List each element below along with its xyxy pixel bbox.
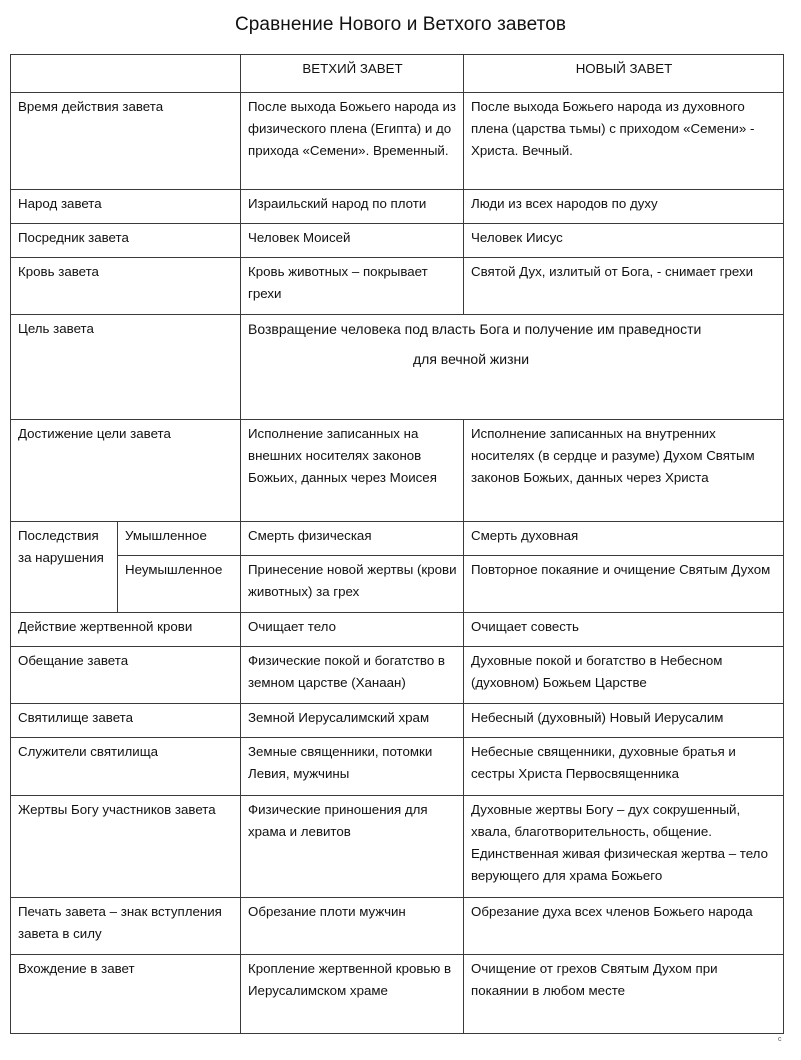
row-label: Посредник завета (11, 224, 241, 258)
table-row (11, 898, 784, 955)
table-row (11, 704, 784, 738)
row-label: Народ завета (11, 190, 241, 224)
row-label: Вхождение в завет (11, 955, 241, 1034)
new-cell: Духовные покой и богатство в Небесном (духовном) Божьем Царстве (464, 647, 784, 704)
old-cell: Физические покой и богатство в земном царстве (Ханаан) (241, 647, 464, 704)
header-new-testament: НОВЫЙ ЗАВЕТ (464, 55, 784, 93)
row-label: Последствия за нарушения (11, 522, 118, 613)
row-label: Кровь завета (11, 258, 241, 315)
goal-merged-cell (241, 315, 784, 420)
new-cell: Очищение от грехов Святым Духом при покаянии в любом месте (464, 955, 784, 1034)
new-cell: Люди из всех народов по духу (464, 190, 784, 224)
row-label: Печать завета – знак вступления завета в силу (11, 898, 241, 955)
table-row (11, 93, 784, 190)
old-cell: Обрезание плоти мужчин (241, 898, 464, 955)
old-cell: Смерть физическая (241, 522, 464, 556)
table-row (11, 738, 784, 796)
table-row (11, 522, 784, 556)
table-row (11, 556, 784, 613)
header-row (11, 55, 784, 93)
new-cell: Очищает совесть (464, 613, 784, 647)
old-cell: Израильский народ по плоти (241, 190, 464, 224)
old-cell: Очищает тело (241, 613, 464, 647)
old-cell: Земные священники, потомки Левия, мужчины (241, 738, 464, 796)
table-row (11, 420, 784, 522)
corner-mark: c (778, 1036, 782, 1043)
row-label: Святилище завета (11, 704, 241, 738)
new-cell: Смерть духовная (464, 522, 784, 556)
table-row (11, 258, 784, 315)
sub-label: Умышленное (118, 522, 241, 556)
table-row (11, 190, 784, 224)
comparison-table (10, 54, 784, 1034)
old-cell: Исполнение записанных на внешних носителях законов Божьих, данных через Моисея (241, 420, 464, 522)
row-label: Цель завета (11, 315, 241, 420)
old-cell: Кровь животных – покрывает грехи (241, 258, 464, 315)
old-cell: Земной Иерусалимский храм (241, 704, 464, 738)
table-row (11, 224, 784, 258)
old-cell: После выхода Божьего народа из физического плена (Египта) и до прихода «Семени». Временный. (241, 93, 464, 190)
new-cell: Духовные жертвы Богу – дух сокрушенный, хвала, благотворительность, общение. Единственная живая физическая жертва – тело верующего для храма Божьего (464, 796, 784, 898)
new-cell: После выхода Божьего народа из духовного плена (царства тьмы) с приходом «Семени» - Христа. Вечный. (464, 93, 784, 190)
old-cell: Кропление жертвенной кровью в Иерусалимском храме (241, 955, 464, 1034)
header-blank-cell (11, 55, 241, 93)
old-cell: Принесение новой жертвы (крови животных) за грех (241, 556, 464, 613)
new-cell: Небесные священники, духовные братья и сестры Христа Первосвященника (464, 738, 784, 796)
new-cell: Святой Дух, излитый от Бога, - снимает грехи (464, 258, 784, 315)
new-cell: Обрезание духа всех членов Божьего народа (464, 898, 784, 955)
new-cell: Небесный (духовный) Новый Иерусалим (464, 704, 784, 738)
table-row (11, 796, 784, 898)
old-cell: Человек Моисей (241, 224, 464, 258)
goal-line-2: для вечной жизни (413, 351, 530, 367)
table-row (11, 955, 784, 1034)
row-label: Действие жертвенной крови (11, 613, 241, 647)
page-title: Сравнение Нового и Ветхого заветов (234, 14, 567, 35)
goal-line-1: Возвращение человека под власть Бога и получение им праведности (248, 321, 702, 337)
row-label: Жертвы Богу участников завета (11, 796, 241, 898)
table-row (11, 647, 784, 704)
old-cell: Физические приношения для храма и левитов (241, 796, 464, 898)
row-label: Время действия завета (11, 93, 241, 190)
row-label: Обещание завета (11, 647, 241, 704)
new-cell: Повторное покаяние и очищение Святым Духом (464, 556, 784, 613)
header-old-testament: ВЕТХИЙ ЗАВЕТ (241, 55, 464, 93)
table-row (11, 315, 784, 420)
table-row (11, 613, 784, 647)
new-cell: Человек Иисус (464, 224, 784, 258)
new-cell: Исполнение записанных на внутренних носителях (в сердце и разуме) Духом Святым законов Божьих, данных через Христа (464, 420, 784, 522)
row-label: Достижение цели завета (11, 420, 241, 522)
sub-label: Неумышленное (118, 556, 241, 613)
row-label: Служители святилища (11, 738, 241, 796)
